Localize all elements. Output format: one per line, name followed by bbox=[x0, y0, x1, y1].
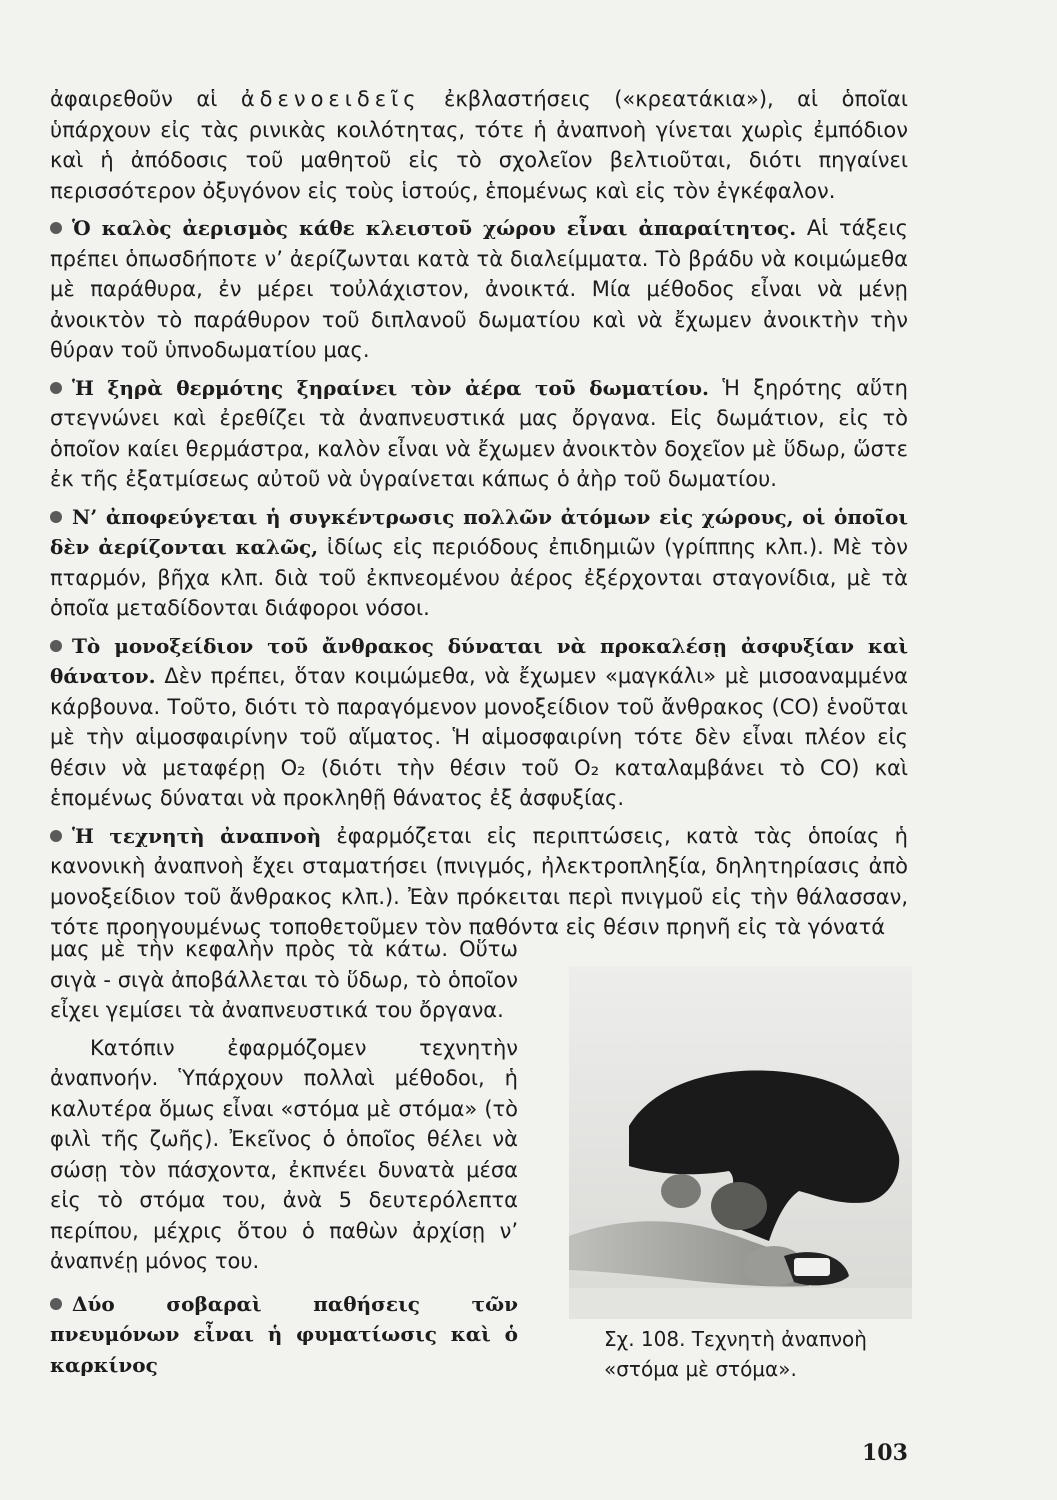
bullet-icon bbox=[50, 382, 62, 394]
section-body: Δὲν πρέπει, ὅταν κοιμώμεθα, νὰ ἔχωμεν «μαγκάλι» μὲ μισοαναμμένα κάρβουνα. Τοῦτο, διότι τὸ παραγόμενον μονοξείδιον τοῦ ἄνθρακος (CO) ἑνοῦται μὲ τὴν αἱμοσφαιρίνην τοῦ αἵματος. Ἡ αἱμοσφαιρίνη τότε δὲν εἶναι πλέον εἰς θέσιν νὰ μεταφέρῃ O₂ (διότι τὴν θέσιν τοῦ O₂ καταλαμβάνει τὸ CO) καὶ ἑπομένως δύναται νὰ προκληθῇ θάνατος ἐξ ἀσφυξίας. bbox=[50, 664, 908, 810]
section-lead: Ὁ καλὸς ἀερισμὸς κάθε κλειστοῦ χώρου εἶναι ἀπαραίτητος. bbox=[72, 216, 797, 240]
section-body: Αἱ τάξεις πρέπει ὁπωσδήποτε ν’ ἀερίζωνται κατὰ τὰ διαλείμματα. Τὸ βράδυ νὰ κοιμώμεθα μὲ παράθυρα, ἐν μέρει τοὐλάχιστον, ἀνοικτά. Μία μέθοδος εἶναι νὰ μένῃ ἀνοικτὸν τὸ παράθυρον τοῦ διπλανοῦ δωματίου καὶ νὰ ἔχωμεν ἀνοικτὴν τὴν θύραν τοῦ ὑπνοδωματίου μας. bbox=[50, 216, 908, 362]
caption-line-1: Σχ. 108. Τεχνητὴ ἀναπνοὴ bbox=[604, 1327, 867, 1351]
figure-photo bbox=[569, 966, 912, 1319]
bullet-icon bbox=[50, 1298, 62, 1310]
narrow-column bbox=[50, 934, 518, 1380]
section-crowding bbox=[50, 502, 908, 624]
intro-spaced-word: ἀδενοειδεῖς bbox=[240, 87, 421, 111]
rescue-breathing-illustration bbox=[569, 966, 912, 1319]
section-lead: Δύο σοβαραὶ παθήσεις τῶν πνευμόνων εἶναι ἡ φυματίωσις καὶ ὁ καρκίνος bbox=[50, 1291, 518, 1377]
section-body: ἐφαρμόζεται εἰς περιπτώσεις, κατὰ τὰς ὁποίας ἡ κανονικὴ ἀναπνοὴ ἔχει σταματήσει (πνιγμός, ἠλεκτροπληξία, δηλητηρίασις ἀπὸ μονοξείδιον τοῦ ἄνθρακος κλπ.). Ἐὰν πρόκειται περὶ πνιγμοῦ εἰς τὴν θάλασσαν, τότε προηγουμένως τοποθετοῦμεν τὸν παθόντα εἰς θέσιν πρηνῆ εἰς τὰ γόνατά bbox=[50, 823, 908, 939]
intro-text-b: ἐκβλαστήσεις («κρεατάκια»), αἱ ὁποῖαι ὑπάρχουν εἰς τὰς ρινικὰς κοιλότητας, τότε ἡ ἀναπνοὴ γίνεται χωρὶς ἐμπόδιον καὶ ἡ ἀπόδοσις τοῦ μαθητοῦ εἰς τὸ σχολεῖον βελτιοῦται, διότι πηγαίνει περισσότερον ὀξυγόνον εἰς τοὺς ἱστούς, ἑπομένως καὶ εἰς τὸν ἐγκέφαλον. bbox=[50, 87, 908, 203]
section-body: ἰδίως εἰς περιόδους ἐπιδημιῶν (γρίππης κλπ.). Μὲ τὸν πταρμόν, βῆχα κλπ. διὰ τοῦ ἐκπνεομένου ἀέρος ἐξέρχονται σταγονίδια, μὲ τὰ ὁποῖα μεταδίδονται διάφοροι νόσοι. bbox=[50, 535, 908, 620]
intro-text-a: ἀφαιρεθοῦν αἱ bbox=[50, 87, 218, 111]
narrow-paragraph-1: μας μὲ τὴν κεφαλὴν πρὸς τὰ κάτω. Οὕτω σιγὰ - σιγὰ ἀποβάλλεται τὸ ὕδωρ, τὸ ὁποῖον εἶχει γεμίσει τὰ ἀναπνευστικά του ὄργανα. bbox=[50, 937, 518, 1022]
narrow-paragraph-2: Κατόπιν ἐφαρμόζομεν τεχνητὴν ἀναπνοήν. Ὑπάρχουν πολλαὶ μέθοδοι, ἡ καλυτέρα ὅμως εἶναι «στόμα μὲ στόμα» (τὸ φιλὶ τῆς ζωῆς). Ἐκεῖνος ὁ ὁποῖος θέλει νὰ σώσῃ τὸν πάσχοντα, ἐκπνέει δυνατὰ μέσα εἰς τὸ στόμα του, ἀνὰ 5 δευτερόλεπτα περίπου, μέχρις ὅτου ὁ παθὼν ἀρχίσῃ ν’ ἀναπνέῃ μόνος του. bbox=[50, 1035, 518, 1273]
main-column bbox=[50, 84, 908, 943]
section-lead: Τὸ μονοξείδιον τοῦ ἄνθρακος δύναται νὰ προκαλέσῃ ἀσφυξίαν καὶ θάνατον. bbox=[50, 633, 908, 688]
section-dry-heat bbox=[50, 373, 908, 495]
caption-line-2: «στόμα μὲ στόμα». bbox=[604, 1357, 797, 1381]
bullet-icon bbox=[50, 830, 62, 842]
figure-caption bbox=[604, 1324, 924, 1384]
section-carbon-monoxide bbox=[50, 631, 908, 814]
section-lead: Ἡ ξηρὰ θερμότης ξηραίνει τὸν ἀέρα τοῦ δωματίου. bbox=[72, 375, 710, 400]
section-lead: Ν’ ἀποφεύγεται ἡ συγκέντρωσις πολλῶν ἀτόμων εἰς χώρους, οἱ ὁποῖοι δὲν ἀερίζονται καλῶς, bbox=[50, 504, 908, 559]
section-ventilation bbox=[50, 213, 908, 366]
section-body: Ἡ ξηρότης αὕτη στεγνώνει καὶ ἐρεθίζει τὰ ἀναπνευστικά μας ὄργανα. Εἰς δωμάτιον, εἰς τὸ ὁποῖον καίει θερμάστρα, καλὸν εἶναι νὰ ἔχωμεν ἀνοικτὸν δοχεῖον μὲ ὕδωρ, ὥστε ἐκ τῆς ἐξατμίσεως αὐτοῦ νὰ ὑγραίνεται κάπως ὁ ἀὴρ τοῦ δωματίου. bbox=[50, 375, 908, 491]
page-number: 103 bbox=[862, 1440, 908, 1466]
bullet-icon bbox=[50, 222, 62, 234]
bullet-icon bbox=[50, 640, 62, 652]
bullet-icon bbox=[50, 511, 62, 523]
intro-paragraph bbox=[50, 84, 908, 206]
narrow-paragraph-3 bbox=[50, 1289, 518, 1381]
section-artificial-respiration bbox=[50, 821, 908, 943]
section-lead: Ἡ τεχνητὴ ἀναπνοὴ bbox=[72, 823, 322, 848]
